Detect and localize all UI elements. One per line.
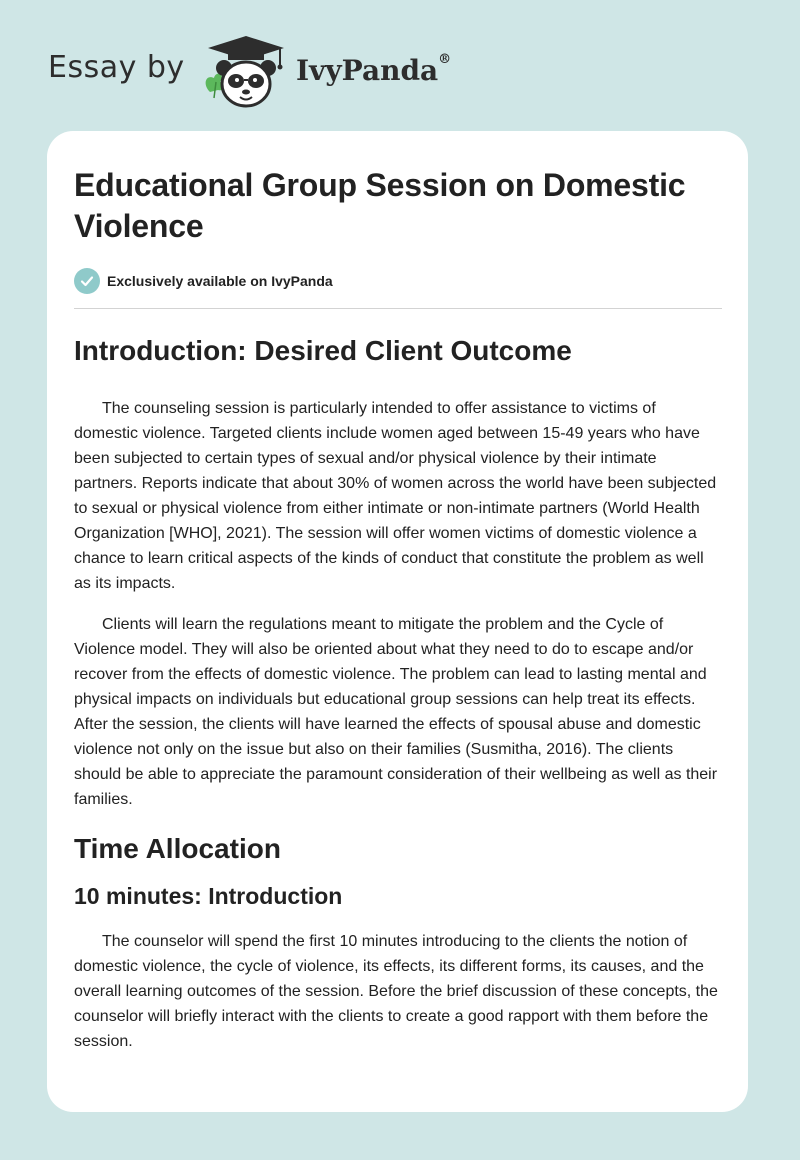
subsection-heading-introduction: 10 minutes: Introduction xyxy=(74,883,343,909)
site-header xyxy=(0,0,800,130)
exclusive-badge xyxy=(74,267,722,295)
divider xyxy=(74,308,722,309)
article-title: Educational Group Session on Domestic Violence xyxy=(74,167,686,244)
registered-mark: ® xyxy=(438,52,452,67)
brand-name[interactable]: IvyPanda® xyxy=(296,52,452,87)
paragraph: Clients will learn the regulations meant to mitigate the problem and the Cycle of Violence model. They will also be oriented about what they need to do to escape and/or recover from the effects of domestic violence. The problem can lead to lasting mental and physical impacts on individuals but educational group sessions can help treat its effects. After the session, the clients will have learned the effects of spousal abuse and domestic violence not only on the issue but also on their families (Susmitha, 2016). The clients should be able to appreciate the paramount consideration of their wellbeing as well as their families. xyxy=(74,616,718,808)
paragraph: The counselor will spend the first 10 minutes introducing to the clients the notion of domestic violence, the cycle of violence, its effects, its different forms, its causes, and the overall learning outcomes of the session. Before the brief discussion of these concepts, the counselor will briefly interact with the clients to create a good rapport with them before the session. xyxy=(74,933,718,1050)
essay-by-label: Essay by xyxy=(48,50,185,85)
exclusive-badge-label: Exclusively available on IvyPanda xyxy=(107,273,333,289)
panda-graduate-icon[interactable] xyxy=(200,34,292,110)
check-circle-icon xyxy=(74,268,100,294)
paragraph: The counseling session is particularly intended to offer assistance to victims of domestic violence. Targeted clients include women aged between 15-49 years who have been subjected to certain types of sexual and/or physical violence by their intimate partners. Reports indicate that about 30% of women across the world have been subjected to sexual or physical violence from either intimate or non-intimate partners (World Health Organization [WHO], 2021). The session will offer women victims of domestic violence a chance to learn critical aspects of the kinds of conduct that constitute the problem as well as its impacts. xyxy=(74,400,717,592)
section-heading-introduction: Introduction: Desired Client Outcome xyxy=(74,335,572,366)
article-card xyxy=(47,131,748,1112)
section-heading-time-allocation: Time Allocation xyxy=(74,833,281,864)
